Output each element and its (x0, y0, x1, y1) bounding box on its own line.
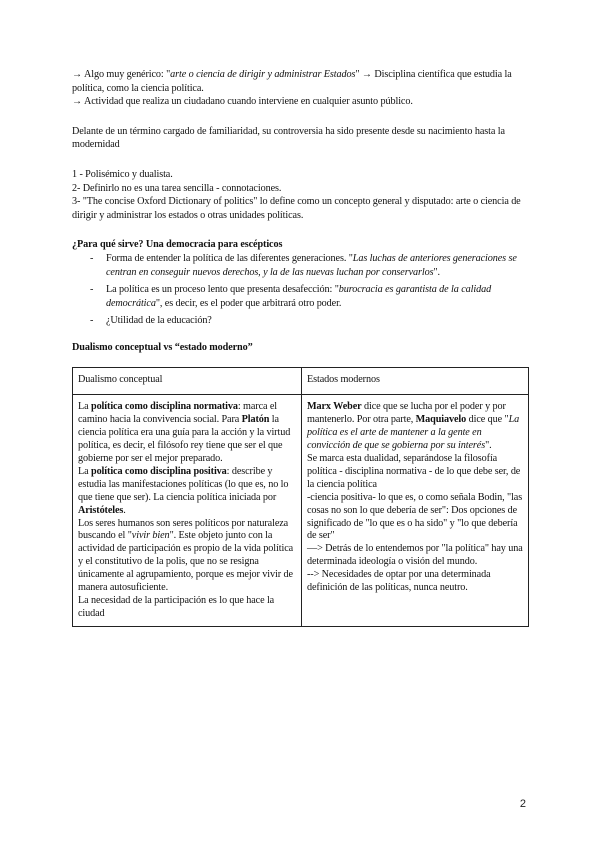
text: dice que " (466, 414, 509, 426)
name-maquiavelo: Maquiavelo (415, 414, 467, 426)
table-header-row (73, 367, 529, 395)
text: La (78, 465, 91, 477)
table-header-left: Dualismo conceptual (73, 367, 302, 395)
utility-list (72, 252, 528, 328)
point-3: 3- "The concise Oxford Dictionary of politics" lo define como un concepto general y disputado: arte o ciencia de dirigir y administrar los estados o otras unidades políticas. (72, 196, 521, 221)
intro-line-1 (72, 68, 528, 95)
intro-line-2: → Actividad que realiza un ciudadano cuando interviene en cualquier asunto público. (72, 96, 413, 108)
modern-definition: --> Necesidades de optar por una determinada definición de las políticas, nunca neutro. (307, 569, 491, 594)
dualism-positive (78, 466, 296, 518)
list-item (90, 252, 528, 279)
dualism-normative (78, 401, 296, 466)
list-item-text: Forma de entender la política de las diferentes generaciones. " (106, 252, 353, 264)
list-item-text: La política es un proceso lento que presenta desafección: " (106, 284, 339, 296)
name-aristoteles: Aristóteles (78, 504, 124, 516)
list-item (90, 314, 528, 328)
table-row (73, 395, 529, 626)
list-item-text: ¿Utilidad de la educación? (106, 315, 212, 327)
text: . (123, 504, 126, 516)
text: dice que se lucha por el poder y por mantenerlo. Por otra parte, (307, 401, 506, 426)
modern-ideology: —> Detrás de lo entendemos por "la política" hay una determinada ideología o visión del mundo. (307, 543, 523, 568)
text: : describe y estudia las manifestaciones políticas (lo que es, no lo que tiene que ser). La ciencia política iniciada por (78, 465, 289, 503)
point-1: 1 - Polisémico y dualista. (72, 168, 173, 180)
table-header-right: Estados modernos (302, 367, 529, 395)
text: la ciencia política era una guía para la acción y la virtud política, es decir, el filósofo rey tiene que ser el que gobierne por ser el mejor preparado. (78, 414, 291, 465)
intro-line-1-suffix: " → Disciplina científica que estudia la política, como la ciencia política. (72, 69, 512, 94)
list-item (90, 283, 528, 310)
list-item-quote: burocracia es garantista de la calidad democrática (106, 284, 492, 309)
name-platon: Platón (241, 414, 270, 426)
text: La (78, 401, 91, 413)
table-cell-dualism (73, 395, 302, 626)
term-positive: política como disciplina positiva (91, 465, 227, 477)
modern-duality: Se marca esta dualidad, separándose la filosofía política - disciplina normativa - de lo que debe ser, de la ciencia política (307, 453, 521, 490)
dualism-human-beings (78, 518, 296, 595)
term-normative: política como disciplina normativa (91, 401, 238, 413)
point-2: 2- Definirlo no es una tarea sencilla - connotaciones. (72, 182, 282, 194)
intro-line-1-quote: arte o ciencia de dirigir y administrar Estados (170, 69, 356, 80)
text: : marca el camino hacia la convivencia social. Para (78, 401, 278, 426)
dualism-participation: La necesidad de la participación es lo que hace la ciudad (78, 595, 275, 619)
quote-maquiavelo: La política es el arte de mantener a la gente en convicción de que se gobierna por su interés (307, 414, 520, 452)
text: ". (485, 440, 492, 452)
name-weber: Marx Weber (307, 401, 362, 413)
text: Los seres humanos son seres políticos por naturaleza buscando el " (78, 517, 289, 542)
section-heading-utility: ¿Para qué sirve? Una democracia para escépticos (72, 239, 283, 251)
controversy-paragraph: Delante de un término cargado de familiaridad, su controversia ha sido presente desde su nacimiento hasta la modernidad (72, 125, 505, 151)
intro-line-1-prefix: → Algo muy genérico: " (72, 69, 171, 80)
list-item-text-end: ", es decir, es el poder que arbitrará otro poder. (155, 297, 342, 309)
comparison-table (72, 367, 529, 627)
quote-vivir-bien: vivir bien (131, 530, 170, 542)
modern-weber (307, 401, 523, 453)
table-cell-modern-states (302, 395, 529, 626)
section-heading-dualism: Dualismo conceptual vs “estado moderno” (72, 341, 253, 353)
page-number: 2 (519, 798, 526, 810)
list-item-quote: Las luchas de anteriores generaciones se centran en conseguir nuevos derechos, y la de las nuevas luchan por conservarlos (106, 252, 517, 278)
list-item-text-end: ". (433, 266, 440, 278)
modern-positive: -ciencia positiva- lo que es, o como señala Bodin, "las cosas no son lo que debería de ser": Dos opciones de significado de "lo que es o ha sido" y "lo que debería de ser" (307, 491, 523, 542)
text: ". Este objeto junto con la actividad de participación es propio de la vida política y el constitutivo de la polis, que no se resigna únicamente al agrupamiento, porque es mejor vivir de manera autosuficiente. (78, 530, 294, 594)
document-page (72, 68, 528, 627)
